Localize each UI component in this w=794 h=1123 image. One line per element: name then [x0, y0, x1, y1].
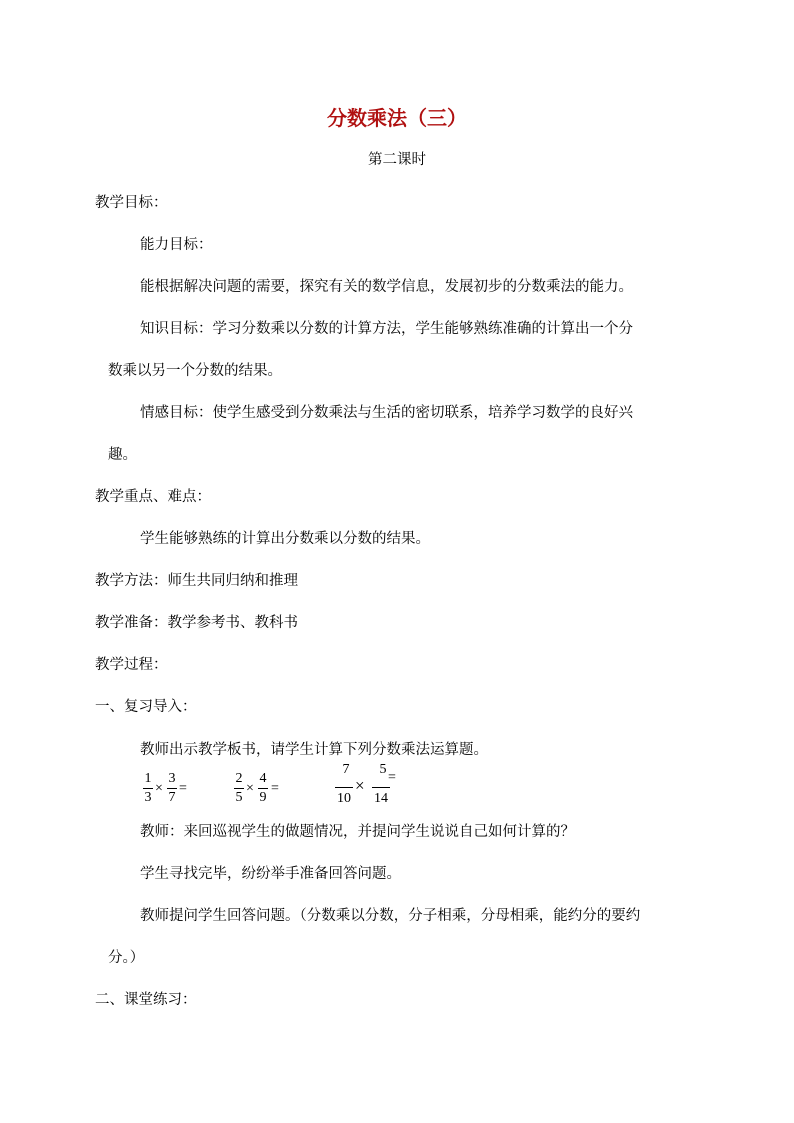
numerator: 7 — [342, 762, 350, 777]
teacher-question-text: 教师提问学生回答问题。（分数乘以分数，分子相乘，分母相乘，能约分的要约 — [140, 908, 641, 924]
knowledge-goal-text: 知识目标：学习分数乘以分数的计算方法，学生能够熟练准确的计算出一个分 — [140, 321, 633, 337]
section-class-practice: 二、课堂练习： — [95, 992, 197, 1008]
fraction — [258, 770, 268, 806]
review-instruction: 教师出示教学板书，请学生计算下列分数乘法运算题。 — [140, 742, 488, 758]
denominator: 14 — [374, 791, 388, 806]
document-subtitle: 第二课时 — [368, 152, 426, 168]
emotion-goal-text: 情感目标：使学生感受到分数乘法与生活的密切联系，培养学习数学的良好兴 — [140, 405, 633, 421]
denominator: 9 — [259, 790, 267, 805]
denominator: 5 — [235, 790, 243, 805]
denominator: 10 — [337, 791, 351, 806]
emotion-goal-text-cont: 趣。 — [108, 447, 137, 463]
fraction-bar — [335, 787, 353, 788]
heading-key-points: 教学重点、难点： — [95, 489, 211, 505]
numerator: 2 — [235, 771, 243, 786]
fraction-bar — [234, 788, 244, 789]
multiply-sign: × — [155, 781, 163, 796]
key-points-text: 学生能够熟练的计算出分数乘以分数的结果。 — [140, 531, 430, 547]
denominator: 3 — [144, 790, 152, 805]
teaching-method: 教学方法：师生共同归纳和推理 — [95, 573, 298, 589]
fraction-bar — [258, 788, 268, 789]
fraction — [143, 770, 153, 806]
teacher-patrol-text: 教师：来回巡视学生的做题情况，并提问学生说说自己如何计算的？ — [140, 824, 575, 840]
fraction-bar — [167, 788, 177, 789]
numerator: 1 — [144, 771, 152, 786]
multiply-sign: × — [246, 781, 254, 796]
ability-goal-label: 能力目标： — [140, 237, 213, 253]
fraction — [234, 770, 244, 806]
fraction — [335, 762, 353, 808]
equals-sign: = — [179, 781, 187, 796]
numerator: 5 — [379, 762, 387, 777]
fraction-bar — [372, 787, 390, 788]
numerator: 3 — [168, 771, 176, 786]
students-ready-text: 学生寻找完毕，纷纷举手准备回答问题。 — [140, 866, 401, 882]
ability-goal-text: 能根据解决问题的需要，探究有关的数学信息，发展初步的分数乘法的能力。 — [140, 279, 633, 295]
multiply-sign: × — [355, 776, 365, 795]
equals-sign: = — [271, 781, 279, 796]
heading-teaching-goals: 教学目标： — [95, 195, 168, 211]
numerator: 4 — [259, 771, 267, 786]
document-title: 分数乘法（三） — [327, 106, 467, 130]
teacher-question-text-cont: 分。） — [108, 950, 145, 966]
equals-sign: = — [388, 770, 396, 785]
teaching-preparation: 教学准备：教学参考书、教科书 — [95, 615, 298, 631]
section-review-intro: 一、复习导入： — [95, 699, 197, 715]
heading-teaching-process: 教学过程： — [95, 657, 168, 673]
knowledge-goal-text-cont: 数乘以另一个分数的结果。 — [108, 363, 282, 379]
fraction — [167, 770, 177, 806]
fraction-bar — [143, 788, 153, 789]
denominator: 7 — [168, 790, 176, 805]
